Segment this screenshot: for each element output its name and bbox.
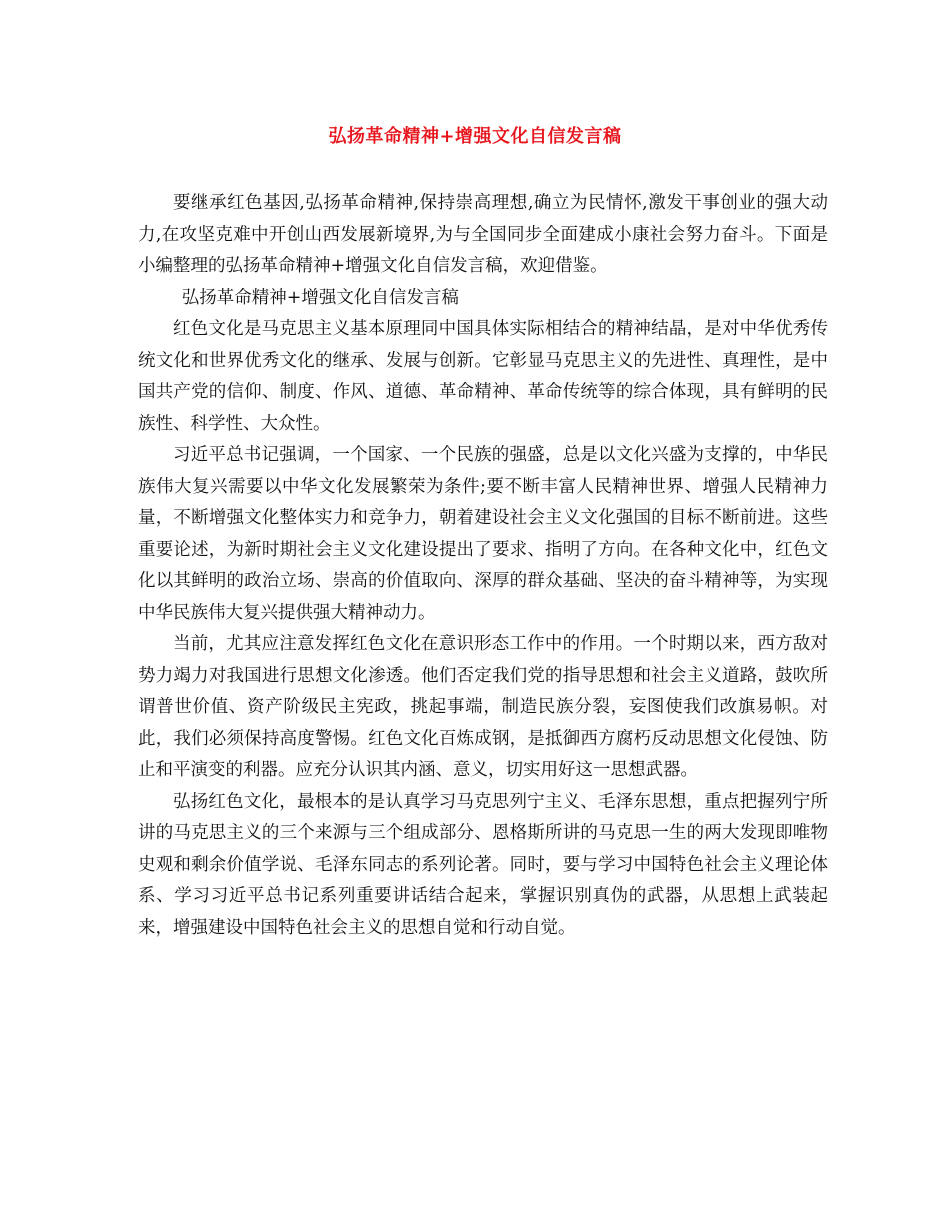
paragraph-subtitle: 弘扬革命精神+增强文化自信发言稿 [181,287,459,308]
paragraph-intro: 要继承红色基因,弘扬革命精神,保持崇高理想,确立为民情怀,激发干事创业的强大动力,在攻坚克难中开创山西发展新境界,为与全国同步全面建成小康社会努力奋斗。下面是小编整理的弘扬革命精神+增强文化自信发言稿，欢迎借鉴。 [138,193,828,276]
document-title: 弘扬革命精神+增强文化自信发言稿 [328,126,622,147]
paragraph-ideology: 当前，尤其应注意发挥红色文化在意识形态工作中的作用。一个时期以来，西方敌对势力竭力对我国进行思想文化渗透。他们否定我们党的指导思想和社会主义道路，鼓吹所谓普世价值、资产阶级民主宪政，挑起事端，制造民族分裂，妄图使我们改旗易帜。对此，我们必须保持高度警惕。红色文化百炼成钢，是抵御西方腐朽反动思想文化侵蚀、防止和平演变的利器。应充分认识其内涵、意义，切实用好这一思想武器。 [138,634,828,780]
paragraph-xi-emphasis: 习近平总书记强调，一个国家、一个民族的强盛，总是以文化兴盛为支撑的，中华民族伟大复兴需要以中华文化发展繁荣为条件;要不断丰富人民精神世界、增强人民精神力量，不断增强文化整体实力和竞争力，朝着建设社会主义文化强国的目标不断前进。这些重要论述，为新时期社会主义文化建设提出了要求、指明了方向。在各种文化中，红色文化以其鲜明的政治立场、崇高的价值取向、深厚的群众基础、坚决的奋斗精神等，为实现中华民族伟大复兴提供强大精神动力。 [138,445,828,623]
paragraph-red-culture: 红色文化是马克思主义基本原理同中国具体实际相结合的精神结晶，是对中华优秀传统文化和世界优秀文化的继承、发展与创新。它彰显马克思主义的先进性、真理性，是中国共产党的信仰、制度、作风、道德、革命精神、革命传统等的综合体现，具有鲜明的民族性、科学性、大众性。 [138,319,828,434]
document-body [138,188,828,944]
paragraph-study: 弘扬红色文化，最根本的是认真学习马克思列宁主义、毛泽东思想，重点把握列宁所讲的马克思主义的三个来源与三个组成部分、恩格斯所讲的马克思一生的两大发现即唯物史观和剩余价值学说、毛泽东同志的系列论著。同时，要与学习中国特色社会主义理论体系、学习习近平总书记系列重要讲话结合起来，掌握识别真伪的武器，从思想上武装起来，增强建设中国特色社会主义的思想自觉和行动自觉。 [138,791,828,938]
